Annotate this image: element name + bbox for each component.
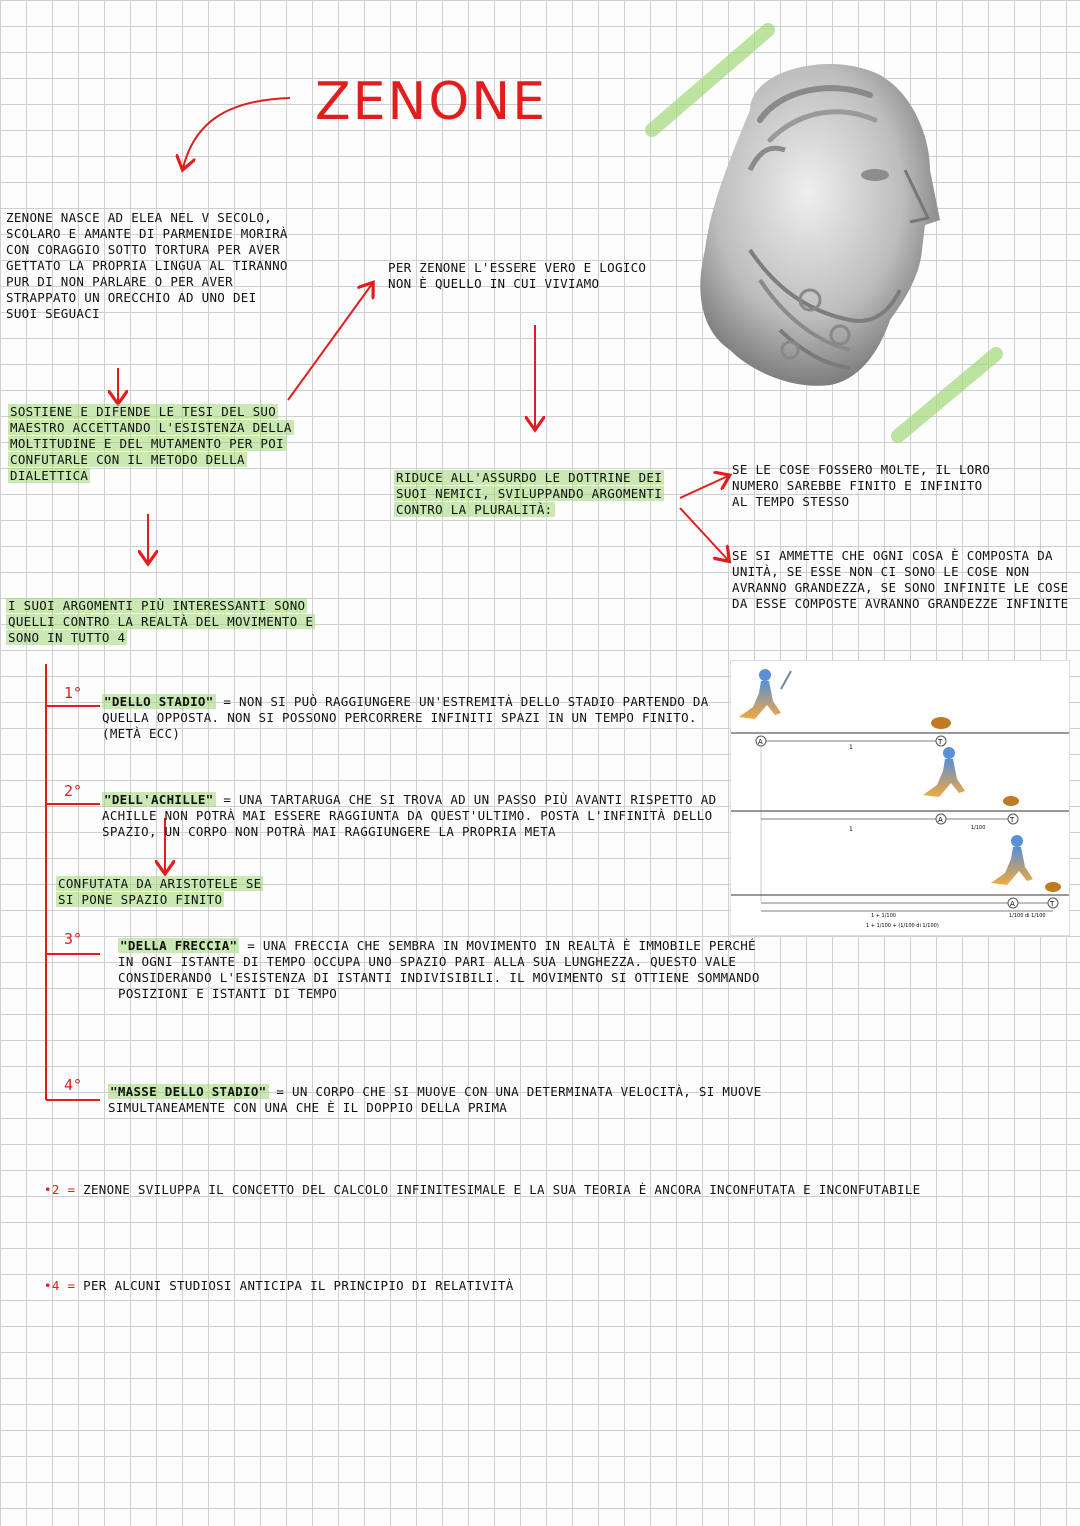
label-1-row1: 1 [849, 744, 853, 751]
label-1-row2: 1 [849, 826, 853, 833]
argument-1-number: 1° [64, 684, 83, 702]
reduces-highlight: RIDUCE ALL'ASSURDO LE DOTTRINE DEI SUOI NEMICI, SVILUPPANDO ARGOMENTI CONTRO LA PLURALITÀ: [396, 470, 663, 517]
label-t-2: T [1010, 816, 1015, 824]
argument-4-number: 4° [64, 1076, 83, 1094]
argument-2-name: "DELL'ACHILLE" [104, 792, 214, 807]
label-1-100-of: 1/100 di 1/100 [1009, 913, 1046, 919]
achilles-runner-2 [923, 747, 965, 797]
argument-1-text: = NON SI PUÒ RAGGIUNGERE UN'ESTREMITÀ DELLO STADIO PARTENDO DA QUELLA OPPOSTA. NON SI POSSONO PERCORRERE INFINITI SPAZI IN UN TEMPO FINITO. (METÀ ECC) [102, 694, 709, 741]
label-sum-2: 1 + 1/100 + (1/100 di 1/100) [866, 923, 939, 929]
tortoise-icon-3 [1045, 882, 1061, 892]
label-a-3: A [1010, 900, 1015, 908]
note-relativity [44, 1278, 944, 1294]
argument-1-name: "DELLO STADIO" [104, 694, 214, 709]
aristotle-highlight: CONFUTATA DA ARISTOTELE SE SI PONE SPAZIO FINITO [58, 876, 262, 907]
argument-3-text: = UNA FRECCIA CHE SEMBRA IN MOVIMENTO IN REALTÀ È IMMOBILE PERCHÉ IN OGNI ISTANTE DI TEMPO OCCUPA UNO SPAZIO PARI ALLA SUA LUNGHEZZA. QUESTO VALE CONSIDERANDO L'ESISTENZA DI ISTANTI INDIVISIBILI. IL MOVIMENTO SI OTTIENE SOMMANDO POSIZIONI E ISTANTI DI TEMPO [118, 938, 760, 1001]
defense-text [8, 404, 330, 484]
argument-3-name: "DELLA FRECCIA" [120, 938, 238, 953]
label-1-100: 1/100 [971, 825, 986, 831]
achilles-runner-1 [739, 669, 791, 719]
argument-3 [118, 938, 778, 1002]
label-a-1: A [758, 738, 763, 746]
note-relativity-text: PER ALCUNI STUDIOSI ANTICIPA IL PRINCIPIO DI RELATIVITÀ [83, 1278, 514, 1293]
page-title: ZENONE [315, 72, 548, 132]
label-sum-1: 1 + 1/100 [871, 913, 896, 919]
note-calculus [44, 1182, 984, 1198]
label-t-1: T [938, 738, 943, 746]
label-a-2: A [938, 816, 943, 824]
arguments-intro [6, 598, 346, 646]
tortoise-icon-2 [1003, 796, 1019, 806]
label-t-3: T [1050, 900, 1055, 908]
tortoise-icon [931, 717, 951, 729]
argument-1 [102, 694, 742, 742]
plurality-argument-2: SE SI AMMETTE CHE OGNI COSA È COMPOSTA DA UNITÀ, SE ESSE NON CI SONO LE COSE NON AVRANNO GRANDEZZA, SE SONO INFINITE LE COSE DA ESSE COMPOSTE AVRANNO GRANDEZZE INFINITE [732, 548, 1069, 611]
bio-text: ZENONE NASCE AD ELEA NEL V SECOLO, SCOLARO E AMANTE DI PARMENIDE MORIRÀ CON CORAGGIO SOTTO TORTURA PER AVER GETTATO LA PROPRIA LINGUA AL TIRANNO PUR DI NON PARLARE O PER AVER STRAPPATO UN ORECCHIO AD UNO DEI SUOI SEGUACI [6, 210, 288, 321]
achilles-tortoise-figure [730, 660, 1070, 936]
true-being-text: PER ZENONE L'ESSERE VERO E LOGICO NON È QUELLO IN CUI VIVIAMO [388, 260, 647, 291]
argument-4 [108, 1084, 768, 1116]
argument-2-number: 2° [64, 782, 83, 800]
argument-4-name: "MASSE DELLO STADIO" [110, 1084, 267, 1099]
argument-3-number: 3° [64, 930, 83, 948]
achilles-runner-3 [991, 835, 1033, 885]
note-relativity-bullet: •4 = [44, 1278, 76, 1293]
zeno-bust-image [690, 50, 940, 390]
aristotle-note [56, 876, 276, 908]
argument-2 [102, 792, 727, 840]
note-calculus-text: ZENONE SVILUPPA IL CONCETTO DEL CALCOLO INFINITESIMALE E LA SUA TEORIA È ANCORA INCONFUTATA E INCONFUTABILE [83, 1182, 921, 1197]
plurality-argument-1: SE LE COSE FOSSERO MOLTE, IL LORO NUMERO SAREBBE FINITO E INFINITO AL TEMPO STESSO [732, 462, 991, 509]
argument-4-text: = UN CORPO CHE SI MUOVE CON UNA DETERMINATA VELOCITÀ, SI MUOVE SIMULTANEAMENTE CON UNA CHE È IL DOPPIO DELLA PRIMA [108, 1084, 762, 1115]
argument-2-text: = UNA TARTARUGA CHE SI TROVA AD UN PASSO PIÙ AVANTI RISPETTO AD ACHILLE NON POTRÀ MAI ESSERE RAGGIUNTA DA QUEST'ULTIMO. POSTA L'INFINITÀ DELLO SPAZIO, UN CORPO NON POTRÀ MAI RAGGIUNGERE LA PROPRIA META [102, 792, 717, 839]
reduces-text [394, 470, 676, 518]
defense-highlight: SOSTIENE E DIFENDE LE TESI DEL SUO MAESTRO ACCETTANDO L'ESISTENZA DELLA MOLTITUDINE E DEL MUTAMENTO PER POI CONFUTARLE CON IL METODO DELLA DIALETTICA [10, 404, 292, 483]
note-calculus-bullet: •2 = [44, 1182, 76, 1197]
arguments-intro-highlight: I SUOI ARGOMENTI PIÙ INTERESSANTI SONO QUELLI CONTRO LA REALTÀ DEL MOVIMENTO E SONO IN TUTTO 4 [8, 598, 314, 645]
achilles-diagram [731, 661, 1069, 935]
